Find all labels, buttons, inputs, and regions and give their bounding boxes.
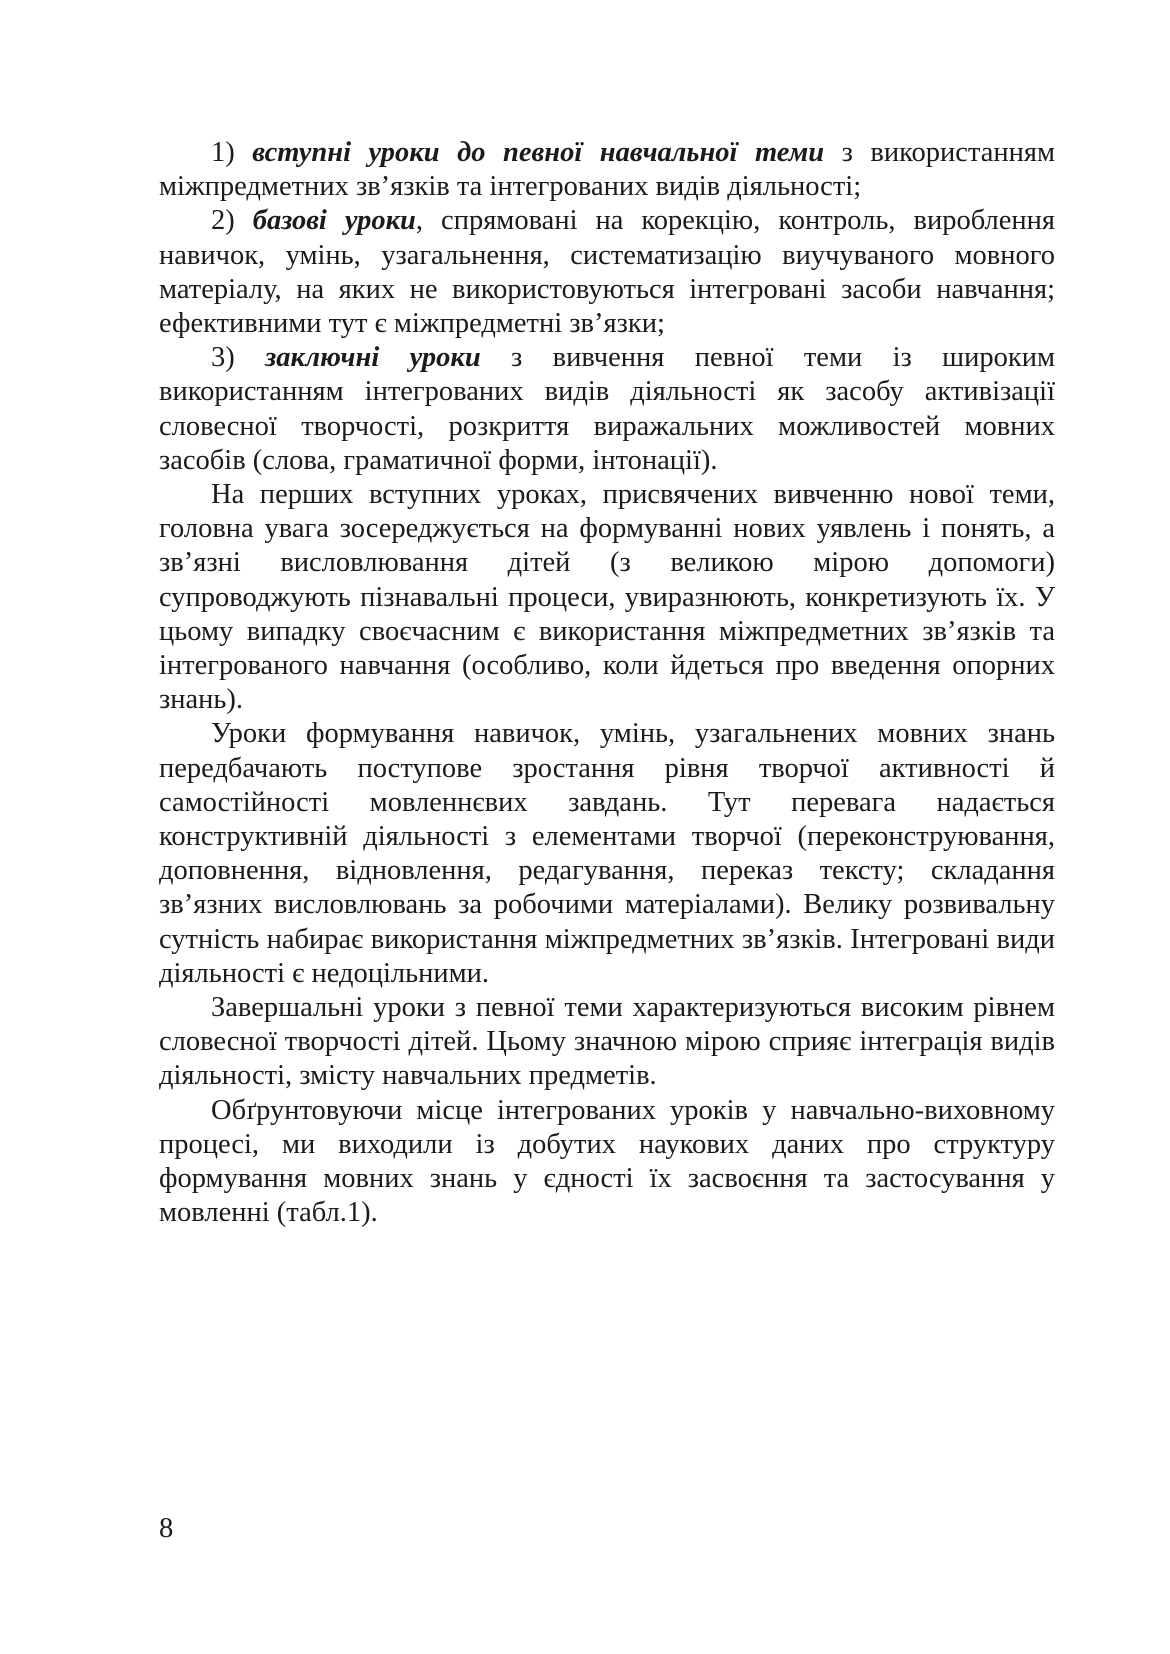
list-item-number: 3) bbox=[211, 342, 266, 374]
paragraph: Уроки формування навичок, умінь, узагальнених мовних знань передбачають поступове зростання рівня творчої активності й самостійності мовленнєвих завдань. Тут перевага надається конструктивній діяльності з елементами творчої (переконструювання, доповнення, відновлення, редагування, переказ тексту; складання зв’язних висловлювань за робочими матеріалами). Велику розвивальну сутність набирає використання міжпредметних зв’язків. Інтегровані види діяльності є недоцільними. bbox=[159, 718, 1055, 989]
emphasized-term: базові уроки bbox=[252, 205, 416, 237]
list-item-final-lessons bbox=[159, 341, 1055, 478]
list-item-number: 1) bbox=[211, 137, 253, 168]
paragraph: Обґрунтовуючи місце інтегрованих уроків у навчально-виховному процесі, ми виходили із добутих наукових даних про структуру формування мовних знань у єдності їх засвоєння та застосування у мовленні (табл.1). bbox=[159, 1094, 1055, 1229]
paragraph: На перших вступних уроках, присвячених вивченню нової теми, головна увага зосереджується на формуванні нових уявлень і понять, а зв’язні висловлювання дітей (з великою мірою допомоги) супроводжують пізнавальні процеси, увиразнюють, конкретизують їх. У цьому випадку своєчасним є використання міжпредметних зв’язків та інтегрованого навчання (особливо, коли йдеться про введення опорних знань). bbox=[159, 479, 1055, 716]
list-item-text: з використанням міжпредметних зв’язків та інтегрованих видів діяльності; bbox=[159, 137, 1056, 203]
list-item-introductory-lessons bbox=[159, 136, 1055, 204]
list-item-basic-lessons bbox=[159, 204, 1055, 341]
body-text bbox=[159, 136, 1055, 1231]
list-item-text: , спрямовані на корекцію, контроль, вироблення навичок, умінь, узагальнення, систематизацію виучуваного мовного матеріалу, на яких не використовуються інтегровані засоби навчання; ефективними тут є міжпредметні зв’язки; bbox=[159, 205, 1055, 340]
paragraph: Завершальні уроки з певної теми характеризуються високим рівнем словесної творчості дітей. Цьому значною мірою сприяє інтеграція видів діяльності, змісту навчальних предметів. bbox=[159, 992, 1055, 1092]
page-number: 8 bbox=[159, 1513, 174, 1544]
emphasized-term: заключні уроки bbox=[265, 342, 481, 374]
list-item-text: з вивчення певної теми із широким використанням інтегрованих видів діяльності як засобу активізації словесної творчості, розкриття виражальних можливостей мовних засобів (слова, граматичної форми, інтонації). bbox=[159, 342, 1055, 476]
emphasized-term: вступні уроки до певної навчальної теми bbox=[252, 137, 825, 168]
list-item-number: 2) bbox=[211, 205, 253, 237]
